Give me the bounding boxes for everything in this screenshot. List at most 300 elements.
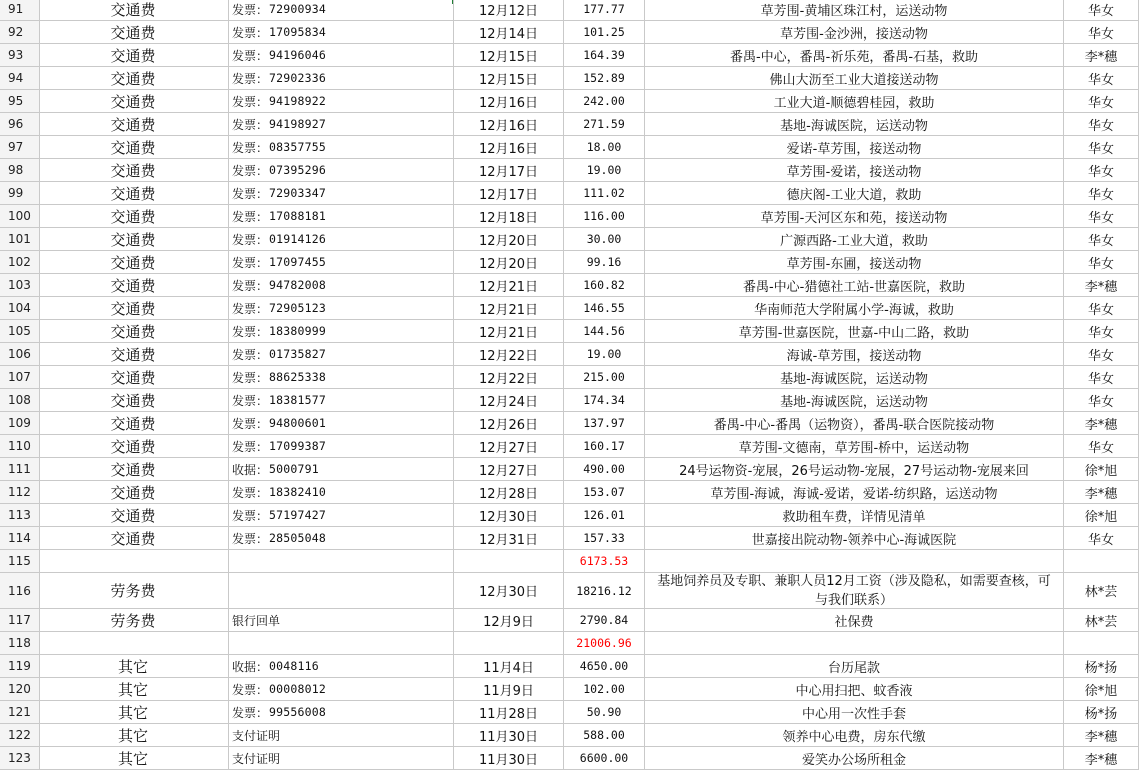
description-cell[interactable]: 台历尾款 [645,655,1064,678]
document-cell[interactable] [229,573,454,609]
row-number-cell: 103 [0,274,40,297]
document-cell[interactable] [229,389,454,412]
description-cell[interactable]: 世嘉接出院动物-领养中心-海诚医院 [645,527,1064,550]
row-number-cell: 96 [0,113,40,136]
table-row [0,0,1139,21]
handler-cell[interactable]: 徐*旭 [1064,678,1139,701]
document-number: 01914126 [269,232,327,246]
table-row [0,113,1139,136]
table-row [0,655,1139,678]
table-row [0,136,1139,159]
document-cell[interactable] [229,504,454,527]
handler-cell[interactable]: 华女 [1064,136,1139,159]
table-row [0,21,1139,44]
category-cell[interactable]: 交通费 [40,113,229,136]
category-cell[interactable]: 交通费 [40,44,229,67]
row-number-cell: 109 [0,412,40,435]
row-number-cell: 116 [0,573,40,609]
document-type-label: 发票： [232,25,269,40]
row-number-cell: 98 [0,159,40,182]
handler-cell[interactable]: 华女 [1064,113,1139,136]
description-cell[interactable]: 海诚-草芳围，接送动物 [645,343,1064,366]
handler-cell[interactable]: 华女 [1064,0,1139,21]
handler-cell[interactable]: 李*穗 [1064,481,1139,504]
date-cell[interactable]: 11月9日 [454,678,564,701]
amount-cell[interactable]: 177.77 [564,0,645,21]
amount-cell[interactable]: 160.17 [564,435,645,458]
document-cell[interactable] [229,0,454,21]
description-cell[interactable] [645,632,1064,655]
description-cell[interactable]: 中心用扫把、蚊香液 [645,678,1064,701]
date-cell[interactable]: 12月27日 [454,435,564,458]
document-number: 94198927 [269,117,327,131]
date-cell[interactable]: 11月30日 [454,724,564,747]
document-cell[interactable] [229,297,454,320]
category-cell[interactable]: 交通费 [40,228,229,251]
amount-cell[interactable]: 153.07 [564,481,645,504]
document-type-label: 发票： [232,393,269,408]
amount-cell[interactable]: 102.00 [564,678,645,701]
subtotal-amount-cell[interactable]: 6173.53 [564,550,645,573]
handler-cell[interactable] [1064,632,1139,655]
date-cell[interactable]: 12月20日 [454,251,564,274]
handler-cell[interactable]: 华女 [1064,90,1139,113]
amount-cell[interactable]: 144.56 [564,320,645,343]
description-cell[interactable]: 爱笑办公场所租金 [645,747,1064,770]
amount-cell[interactable]: 126.01 [564,504,645,527]
date-cell[interactable] [454,550,564,573]
row-number-cell: 92 [0,21,40,44]
date-cell[interactable]: 12月27日 [454,458,564,481]
row-number-cell: 118 [0,632,40,655]
row-number-cell: 119 [0,655,40,678]
document-cell[interactable] [229,632,454,655]
amount-cell[interactable]: 2790.84 [564,609,645,632]
description-cell[interactable]: 爱诺-草芳围，接送动物 [645,136,1064,159]
date-cell[interactable]: 12月22日 [454,366,564,389]
handler-cell[interactable]: 李*穗 [1064,44,1139,67]
date-cell[interactable]: 12月20日 [454,228,564,251]
description-cell[interactable]: 草芳围-金沙洲，接送动物 [645,21,1064,44]
description-cell[interactable]: 番禺-中心-番禺（运物资），番禺-联合医院接动物 [645,412,1064,435]
date-cell[interactable]: 12月21日 [454,274,564,297]
document-number: 72902336 [269,71,327,85]
document-cell[interactable] [229,458,454,481]
handler-cell[interactable]: 李*穗 [1064,412,1139,435]
description-cell[interactable]: 领养中心电费，房东代缴 [645,724,1064,747]
category-cell[interactable]: 交通费 [40,527,229,550]
row-number-cell: 105 [0,320,40,343]
document-cell[interactable] [229,724,454,747]
table-row [0,701,1139,724]
table-row [0,550,1139,573]
table-row [0,44,1139,67]
date-cell[interactable]: 12月30日 [454,504,564,527]
date-cell[interactable]: 12月24日 [454,389,564,412]
document-number: 94800601 [269,416,327,430]
document-number: 5000791 [269,462,319,476]
description-cell[interactable]: 草芳围-黄埔区珠江村，运送动物 [645,0,1064,21]
document-cell[interactable] [229,274,454,297]
handler-cell[interactable]: 杨*扬 [1064,655,1139,678]
document-number: 72905123 [269,301,327,315]
date-cell[interactable]: 12月22日 [454,343,564,366]
category-cell[interactable]: 交通费 [40,90,229,113]
category-cell[interactable]: 劳务费 [40,609,229,632]
description-cell[interactable]: 广源西路-工业大道，救助 [645,228,1064,251]
row-number-cell: 121 [0,701,40,724]
category-cell[interactable]: 其它 [40,701,229,724]
table-row [0,274,1139,297]
document-number: 94198922 [269,94,327,108]
date-cell[interactable]: 12月18日 [454,205,564,228]
table-row [0,320,1139,343]
amount-cell[interactable]: 174.34 [564,389,645,412]
date-cell[interactable]: 12月16日 [454,113,564,136]
amount-cell[interactable]: 152.89 [564,67,645,90]
document-cell[interactable] [229,701,454,724]
document-type-label: 发票： [232,94,269,109]
description-cell[interactable]: 华南师范大学附属小学-海诚，救助 [645,297,1064,320]
row-number-cell: 93 [0,44,40,67]
amount-cell[interactable]: 215.00 [564,366,645,389]
category-cell[interactable]: 交通费 [40,435,229,458]
document-cell[interactable] [229,205,454,228]
handler-cell[interactable]: 华女 [1064,251,1139,274]
handler-cell[interactable]: 华女 [1064,228,1139,251]
category-cell[interactable]: 交通费 [40,159,229,182]
document-number: 94196046 [269,48,327,62]
description-cell[interactable]: 番禺-中心-猎德社工站-世嘉医院，救助 [645,274,1064,297]
category-cell[interactable]: 交通费 [40,458,229,481]
table-row [0,228,1139,251]
amount-cell[interactable]: 242.00 [564,90,645,113]
document-cell[interactable] [229,44,454,67]
handler-cell[interactable]: 华女 [1064,527,1139,550]
amount-cell[interactable]: 490.00 [564,458,645,481]
date-cell[interactable]: 12月15日 [454,67,564,90]
category-cell[interactable]: 劳务费 [40,573,229,609]
document-cell[interactable] [229,251,454,274]
row-number-cell: 104 [0,297,40,320]
document-cell[interactable] [229,343,454,366]
document-type-label: 支付证明 [232,728,281,743]
description-cell[interactable]: 德庆阁-工业大道，救助 [645,182,1064,205]
handler-cell[interactable]: 华女 [1064,343,1139,366]
document-type-label: 发票： [232,324,269,339]
document-cell[interactable] [229,90,454,113]
table-row [0,573,1139,609]
table-row [0,481,1139,504]
amount-cell[interactable]: 588.00 [564,724,645,747]
category-cell[interactable] [40,632,229,655]
category-cell[interactable]: 交通费 [40,366,229,389]
amount-cell[interactable]: 6600.00 [564,747,645,770]
description-cell[interactable]: 24号运物资-宠展，26号运动物-宠展，27号运动物-宠展来回 [645,458,1064,481]
handler-cell[interactable]: 华女 [1064,67,1139,90]
category-cell[interactable]: 交通费 [40,251,229,274]
document-type-label: 支付证明 [232,751,281,766]
row-number-cell: 123 [0,747,40,770]
date-cell[interactable]: 12月17日 [454,182,564,205]
amount-cell[interactable]: 4650.00 [564,655,645,678]
category-cell[interactable]: 交通费 [40,0,229,21]
handler-cell[interactable]: 李*穗 [1064,274,1139,297]
document-cell[interactable] [229,609,454,632]
amount-cell[interactable]: 19.00 [564,343,645,366]
amount-cell[interactable]: 164.39 [564,44,645,67]
table-row [0,435,1139,458]
category-cell[interactable]: 交通费 [40,182,229,205]
description-cell[interactable]: 工业大道-顺德碧桂园，救助 [645,90,1064,113]
row-number-cell: 99 [0,182,40,205]
date-cell[interactable]: 12月21日 [454,320,564,343]
table-row [0,632,1139,655]
amount-cell[interactable]: 18216.12 [564,573,645,609]
table-row [0,389,1139,412]
description-cell[interactable]: 基地-海诚医院，运送动物 [645,113,1064,136]
category-cell[interactable]: 其它 [40,655,229,678]
category-cell[interactable]: 交通费 [40,136,229,159]
document-cell[interactable] [229,113,454,136]
document-number: 17099387 [269,439,327,453]
amount-cell[interactable]: 157.33 [564,527,645,550]
date-cell[interactable]: 12月14日 [454,21,564,44]
row-number-cell: 101 [0,228,40,251]
document-number: 0048116 [269,659,319,673]
document-type-label: 发票： [232,117,269,132]
table-row [0,343,1139,366]
document-cell[interactable] [229,435,454,458]
handler-cell[interactable]: 华女 [1064,159,1139,182]
handler-cell[interactable]: 李*穗 [1064,724,1139,747]
row-number-cell: 108 [0,389,40,412]
row-number-cell: 111 [0,458,40,481]
handler-cell[interactable]: 徐*旭 [1064,504,1139,527]
document-type-label: 收据： [232,462,269,477]
document-cell[interactable] [229,182,454,205]
document-number: 18382410 [269,485,327,499]
document-type-label: 发票： [232,186,269,201]
document-type-label: 发票： [232,705,269,720]
document-cell[interactable] [229,67,454,90]
row-number-cell: 95 [0,90,40,113]
description-cell[interactable]: 草芳围-天河区东和苑，接送动物 [645,205,1064,228]
document-cell[interactable] [229,747,454,770]
table-row [0,90,1139,113]
category-cell[interactable]: 交通费 [40,21,229,44]
document-type-label: 发票： [232,209,269,224]
document-cell[interactable] [229,655,454,678]
handler-cell[interactable]: 华女 [1064,320,1139,343]
description-cell[interactable]: 草芳围-世嘉医院，世嘉-中山二路，救助 [645,320,1064,343]
description-cell[interactable] [645,550,1064,573]
category-cell[interactable]: 交通费 [40,205,229,228]
description-cell[interactable]: 救助租车费，详情见清单 [645,504,1064,527]
document-cell[interactable] [229,481,454,504]
row-number-cell: 94 [0,67,40,90]
amount-cell[interactable]: 160.82 [564,274,645,297]
document-type-label: 发票： [232,682,269,697]
table-row [0,458,1139,481]
category-cell[interactable]: 交通费 [40,67,229,90]
category-cell[interactable]: 交通费 [40,297,229,320]
table-row [0,678,1139,701]
date-cell[interactable]: 12月16日 [454,136,564,159]
document-type-label: 发票： [232,439,269,454]
description-cell[interactable]: 基地-海诚医院，运送动物 [645,389,1064,412]
date-cell[interactable]: 12月12日 [454,0,564,21]
document-type-label: 发票： [232,508,269,523]
handler-cell[interactable]: 华女 [1064,182,1139,205]
amount-cell[interactable]: 18.00 [564,136,645,159]
category-cell[interactable]: 交通费 [40,412,229,435]
category-cell[interactable]: 交通费 [40,481,229,504]
document-cell[interactable] [229,527,454,550]
document-type-label: 收据： [232,659,269,674]
description-cell[interactable]: 社保费 [645,609,1064,632]
table-row [0,297,1139,320]
date-cell[interactable]: 12月15日 [454,44,564,67]
document-cell[interactable] [229,412,454,435]
amount-cell[interactable]: 50.90 [564,701,645,724]
document-type-label: 发票： [232,2,269,17]
handler-cell[interactable]: 杨*扬 [1064,701,1139,724]
document-type-label: 发票： [232,278,269,293]
document-cell[interactable] [229,136,454,159]
date-cell[interactable]: 12月30日 [454,573,564,609]
amount-cell[interactable]: 271.59 [564,113,645,136]
category-cell[interactable]: 交通费 [40,343,229,366]
amount-cell[interactable]: 146.55 [564,297,645,320]
table-row [0,205,1139,228]
category-cell[interactable] [40,550,229,573]
date-cell[interactable]: 11月30日 [454,747,564,770]
handler-cell[interactable]: 华女 [1064,205,1139,228]
date-cell[interactable]: 11月28日 [454,701,564,724]
date-cell[interactable]: 12月28日 [454,481,564,504]
row-number-cell: 114 [0,527,40,550]
date-cell[interactable]: 11月4日 [454,655,564,678]
category-cell[interactable]: 交通费 [40,389,229,412]
document-number: 01735827 [269,347,327,361]
document-type-label: 发票： [232,531,269,546]
handler-cell[interactable]: 华女 [1064,366,1139,389]
date-cell[interactable]: 12月9日 [454,609,564,632]
amount-cell[interactable]: 137.97 [564,412,645,435]
amount-cell[interactable]: 111.02 [564,182,645,205]
date-cell[interactable]: 12月26日 [454,412,564,435]
description-cell[interactable]: 佛山大沥至工业大道接送动物 [645,67,1064,90]
handler-cell[interactable]: 李*穗 [1064,747,1139,770]
document-type-label: 发票： [232,347,269,362]
document-number: 28505048 [269,531,327,545]
date-cell[interactable]: 12月16日 [454,90,564,113]
handler-cell[interactable]: 徐*旭 [1064,458,1139,481]
row-number-cell: 117 [0,609,40,632]
document-number: 94782008 [269,278,327,292]
row-number-cell: 110 [0,435,40,458]
document-number: 18380999 [269,324,327,338]
document-type-label: 发票： [232,416,269,431]
description-cell[interactable]: 草芳围-东圃，接送动物 [645,251,1064,274]
amount-cell[interactable]: 99.16 [564,251,645,274]
document-cell[interactable] [229,320,454,343]
document-type-label: 银行回单 [232,613,281,628]
document-number: 57197427 [269,508,327,522]
document-type-label: 发票： [232,140,269,155]
table-row [0,366,1139,389]
amount-cell[interactable]: 116.00 [564,205,645,228]
document-cell[interactable] [229,228,454,251]
description-cell[interactable]: 基地-海诚医院，运送动物 [645,366,1064,389]
table-row [0,724,1139,747]
row-number-cell: 122 [0,724,40,747]
category-cell[interactable]: 其它 [40,747,229,770]
subtotal-amount-cell[interactable]: 21006.96 [564,632,645,655]
table-row [0,504,1139,527]
document-cell[interactable] [229,366,454,389]
category-cell[interactable]: 其它 [40,678,229,701]
description-cell[interactable]: 番禺-中心，番禺-祈乐苑，番禺-石基，救助 [645,44,1064,67]
handler-cell[interactable]: 林*芸 [1064,573,1139,609]
row-number-cell: 97 [0,136,40,159]
handler-cell[interactable]: 林*芸 [1064,609,1139,632]
document-cell[interactable] [229,678,454,701]
handler-cell[interactable]: 华女 [1064,21,1139,44]
document-type-label: 发票： [232,485,269,500]
document-number: 88625338 [269,370,327,384]
document-type-label: 发票： [232,71,269,86]
handler-cell[interactable]: 华女 [1064,297,1139,320]
document-number: 07395296 [269,163,327,177]
description-cell[interactable]: 基地饲养员及专职、兼职人员12月工资（涉及隐私，如需要查核，可与我们联系） [645,573,1064,609]
description-cell[interactable]: 草芳围-海诚，海诚-爱诺，爱诺-纺织路，运送动物 [645,481,1064,504]
row-number-cell: 107 [0,366,40,389]
category-cell[interactable]: 交通费 [40,320,229,343]
handler-cell[interactable]: 华女 [1064,389,1139,412]
category-cell[interactable]: 交通费 [40,274,229,297]
amount-cell[interactable]: 30.00 [564,228,645,251]
handler-cell[interactable] [1064,550,1139,573]
date-cell[interactable] [454,632,564,655]
date-cell[interactable]: 12月21日 [454,297,564,320]
document-number: 17088181 [269,209,327,223]
description-cell[interactable]: 草芳围-爱诺，接送动物 [645,159,1064,182]
table-row [0,609,1139,632]
document-number: 18381577 [269,393,327,407]
amount-cell[interactable]: 19.00 [564,159,645,182]
document-number: 99556008 [269,705,327,719]
category-cell[interactable]: 其它 [40,724,229,747]
document-cell[interactable] [229,159,454,182]
document-number: 17095834 [269,25,327,39]
amount-cell[interactable]: 101.25 [564,21,645,44]
document-type-label: 发票： [232,301,269,316]
category-cell[interactable]: 交通费 [40,504,229,527]
document-type-label: 发票： [232,48,269,63]
document-number: 17097455 [269,255,327,269]
description-cell[interactable]: 草芳围-文德南，草芳围-桥中，运送动物 [645,435,1064,458]
document-cell[interactable] [229,21,454,44]
handler-cell[interactable]: 华女 [1064,435,1139,458]
document-cell[interactable] [229,550,454,573]
document-number: 00008012 [269,682,327,696]
description-cell[interactable]: 中心用一次性手套 [645,701,1064,724]
date-cell[interactable]: 12月17日 [454,159,564,182]
date-cell[interactable]: 12月31日 [454,527,564,550]
table-row [0,67,1139,90]
